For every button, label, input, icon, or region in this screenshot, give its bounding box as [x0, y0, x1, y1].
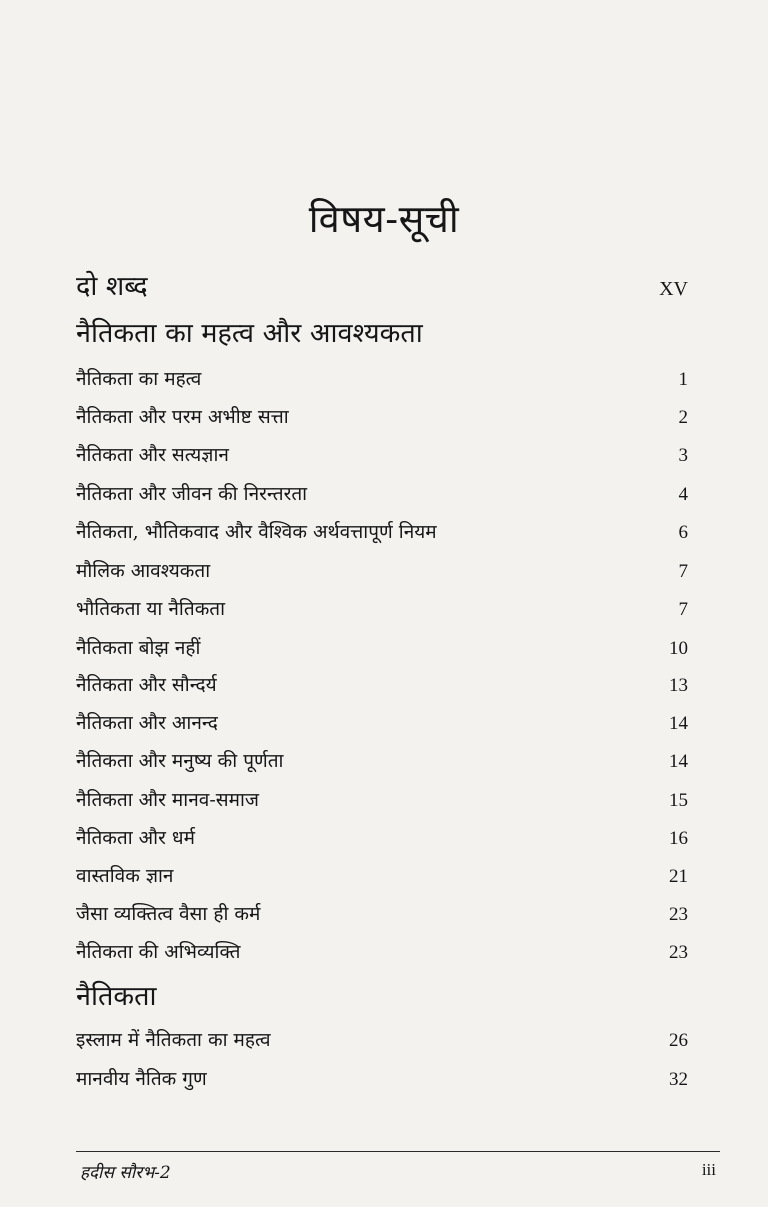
toc-entry: [76, 557, 688, 583]
toc-entry: [76, 709, 688, 735]
toc-entry: [76, 938, 688, 964]
section-heading: नैतिकता का महत्व और आवश्यकता: [76, 318, 423, 349]
toc-entry-label: नैतिकता बोझ नहीं: [76, 637, 201, 659]
toc-entry: [76, 403, 688, 429]
toc-entry: [76, 1026, 688, 1052]
toc-entry-label: नैतिकता और जीवन की निरन्तरता: [76, 483, 308, 505]
page-title: विषय-सूची: [308, 197, 460, 241]
toc-entry-label: मानवीय नैतिक गुण: [76, 1068, 207, 1090]
toc-entry-page: 7: [678, 561, 688, 582]
toc-entry: [76, 634, 688, 660]
toc-entry: [76, 786, 688, 812]
toc-entry-preface: [76, 266, 688, 303]
toc-entry-page: 2: [678, 407, 688, 428]
toc-entry: [76, 595, 688, 621]
toc-entry-label: नैतिकता, भौतिकवाद और वैश्विक अर्थवत्तापूर्ण नियम: [76, 521, 437, 543]
toc-entry: [76, 862, 688, 888]
toc-entry: [76, 671, 688, 697]
toc-entry-page: 10: [669, 638, 688, 659]
toc-entry-label: नैतिकता और मानव-समाज: [76, 789, 259, 811]
toc-entry-label: इस्लाम में नैतिकता का महत्व: [76, 1029, 271, 1051]
toc-entry-page: 32: [669, 1069, 688, 1090]
toc-entry: [76, 365, 688, 391]
toc-entry-label: नैतिकता और सौन्दर्य: [76, 674, 217, 696]
section-heading: नैतिकता: [76, 981, 157, 1012]
toc-entry-label: जैसा व्यक्तित्व वैसा ही कर्म: [76, 903, 261, 925]
toc-entry-page: 4: [678, 484, 688, 505]
running-footer-title: हदीस सौरभ-2: [80, 1163, 171, 1183]
toc-entry-label: नैतिकता का महत्व: [76, 368, 202, 390]
toc-entry-page: 14: [669, 713, 688, 734]
toc-entry-label: नैतिकता और सत्यज्ञान: [76, 444, 229, 466]
toc-entry-page: 1: [678, 369, 688, 390]
page-number: iii: [701, 1160, 716, 1179]
toc-entry-page: 3: [678, 445, 688, 466]
toc-entry-label: वास्तविक ज्ञान: [76, 865, 174, 887]
toc-entry: [76, 824, 688, 850]
toc-entry-page: 6: [678, 522, 688, 543]
toc-entry-label: नैतिकता और परम अभीष्ट सत्ता: [76, 406, 289, 428]
toc-entry-label: नैतिकता और मनुष्य की पूर्णता: [76, 750, 284, 772]
toc-entry-label: नैतिकता और धर्म: [76, 827, 195, 849]
toc-entry-page: 21: [669, 866, 688, 887]
toc-entry-page: 15: [669, 790, 688, 811]
toc-entry-page: 14: [669, 751, 688, 772]
toc-entry: [76, 900, 688, 926]
footer-divider: [76, 1151, 720, 1152]
toc-entry: [76, 480, 688, 506]
toc-entry-page: XV: [659, 278, 688, 300]
toc-entry-page: 23: [669, 942, 688, 963]
toc-entry-page: 16: [669, 828, 688, 849]
toc-entry: [76, 747, 688, 773]
toc-entry-label: भौतिकता या नैतिकता: [76, 598, 226, 620]
toc-entry-page: 7: [678, 599, 688, 620]
toc-entry-page: 23: [669, 904, 688, 925]
toc-entry-label: नैतिकता की अभिव्यक्ति: [76, 941, 241, 963]
toc-entry-label: नैतिकता और आनन्द: [76, 712, 218, 734]
toc-entry: [76, 1065, 688, 1091]
toc-entry-label: मौलिक आवश्यकता: [76, 560, 211, 582]
toc-entry-label: दो शब्द: [76, 271, 148, 302]
toc-entry-page: 26: [669, 1030, 688, 1051]
toc-entry: [76, 518, 688, 544]
toc-entry-page: 13: [669, 675, 688, 696]
toc-entry: [76, 441, 688, 467]
